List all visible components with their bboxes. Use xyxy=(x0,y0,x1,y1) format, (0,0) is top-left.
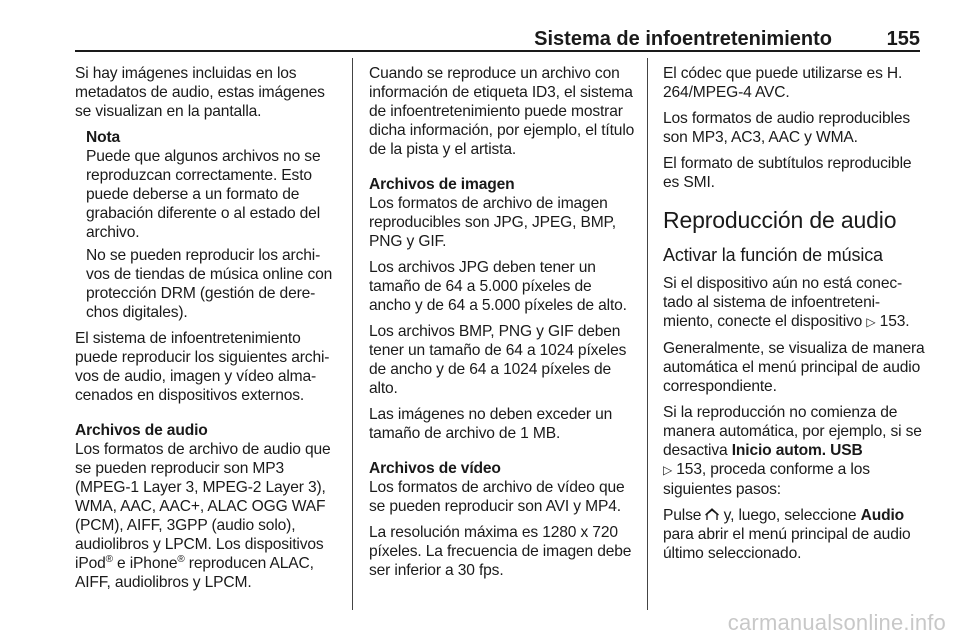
note-text-2: No se pueden reproducir los archi-vos de tiendas de música online con protección DRM (gestión de dere-chos digitales). xyxy=(86,247,333,321)
audio-text: Los formatos de archivo de audio que se pueden reproducir son MP3 (MPEG-1 Layer 3, MPEG-2 Layer 3), WMA, AAC, AAC+, ALAC OGG WAF (PCM), AIFF, 3GPP (audio solo), audiolibros y LPCM. Los dispositivos iPod xyxy=(75,441,331,572)
column-divider-1 xyxy=(352,58,353,610)
paragraph: Los archivos BMP, PNG y GIF deben tener un tamaño de 64 a 1024 píxeles de ancho y de 64 a 1024 píxeles de alto. xyxy=(369,323,627,397)
reference-arrow-icon: ▷ xyxy=(866,315,876,329)
registered-mark: ® xyxy=(177,553,185,565)
paragraph xyxy=(663,274,929,332)
section-title: Reproducción de audio xyxy=(663,207,897,233)
audio-text-mid: e iPhone xyxy=(112,555,178,572)
column-3 xyxy=(663,64,929,570)
paragraph: El códec que puede utilizarse es H. 264/MPEG-4 AVC. xyxy=(663,65,903,101)
audio-text-end: reproducen ALAC, AIFF, audiolibros y LPCM. xyxy=(75,555,314,591)
section-heading: Archivos de audio xyxy=(75,422,208,439)
menu-setting-name: Inicio autom. USB xyxy=(731,442,863,459)
paragraph xyxy=(663,506,929,563)
paragraph-text: Pulse xyxy=(663,507,702,524)
paragraph: Las imágenes no deben exceder un tamaño de archivo de 1 MB. xyxy=(369,406,613,442)
paragraph: Los archivos JPG deben tener un tamaño de 64 a 5.000 píxeles de ancho y de 64 a 5.000 píxeles de alto. xyxy=(369,259,627,314)
paragraph: El sistema de infoentretenimiento puede reproducir los siguientes archi-vos de audio, imagen y vídeo alma-cenados en dispositivos externos. xyxy=(75,330,330,404)
audio-section xyxy=(75,421,343,592)
column-divider-2 xyxy=(647,58,648,610)
image-section xyxy=(369,175,637,251)
note-label: Nota xyxy=(86,129,121,146)
paragraph: Cuando se reproduce un archivo con información de etiqueta ID3, el sistema de infoentretenimiento puede mostrar dicha información, por ejemplo, el título de la pista y el artista. xyxy=(369,65,635,158)
page-reference[interactable]: 153. xyxy=(879,313,910,330)
video-section xyxy=(369,459,637,516)
header-title: Sistema de infoentretenimiento xyxy=(534,28,832,50)
paragraph-text: y, luego, seleccione xyxy=(723,507,857,524)
registered-mark: ® xyxy=(105,553,113,565)
paragraph-text: Si la reproducción no comienza de manera automática, por ejemplo, si se desactiva xyxy=(663,404,922,459)
image-text: Los formatos de archivo de imagen reproducibles son JPG, JPEG, BMP, PNG y GIF. xyxy=(369,195,616,250)
menu-item-name: Audio xyxy=(860,507,905,524)
paragraph: El formato de subtítulos reproducible es SMI. xyxy=(663,155,912,191)
note-text: Puede que algunos archivos no se reproduzcan correctamente. Esto puede deberse a un formato de grabación diferente o al estado del archivo. xyxy=(86,148,321,241)
column-2 xyxy=(369,64,637,587)
home-button-icon xyxy=(705,506,719,525)
reference-arrow-icon: ▷ xyxy=(663,463,673,477)
page-reference[interactable]: 153, proceda conforme a los siguientes pasos: xyxy=(663,461,870,498)
video-text: Los formatos de archivo de vídeo que se pueden reproducir son AVI y MP4. xyxy=(369,479,625,515)
page-number: 155 xyxy=(886,28,920,50)
paragraph-text: para abrir el menú principal de audio último seleccionado. xyxy=(663,526,911,562)
section-heading: Archivos de vídeo xyxy=(369,460,501,477)
paragraph: Si hay imágenes incluidas en los metadatos de audio, estas imágenes se visualizan en la pantalla. xyxy=(75,65,325,120)
column-1 xyxy=(75,64,343,599)
header-rule xyxy=(75,50,920,52)
paragraph: Generalmente, se visualiza de manera automática el menú principal de audio correspondiente. xyxy=(663,340,925,395)
paragraph xyxy=(663,403,929,499)
watermark: carmanualsonline.info xyxy=(727,610,946,635)
paragraph: La resolución máxima es 1280 x 720 píxeles. La frecuencia de imagen debe ser inferior a 30 fps. xyxy=(369,524,632,579)
subsection-title: Activar la función de música xyxy=(663,245,883,265)
section-heading: Archivos de imagen xyxy=(369,176,515,193)
note-block xyxy=(75,128,343,242)
paragraph-text: Si el dispositivo aún no está conec-tado al sistema de infoentreteni-miento, conecte el dispositivo xyxy=(663,275,903,330)
paragraph: Los formatos de audio reproducibles son MP3, AC3, AAC y WMA. xyxy=(663,110,910,146)
